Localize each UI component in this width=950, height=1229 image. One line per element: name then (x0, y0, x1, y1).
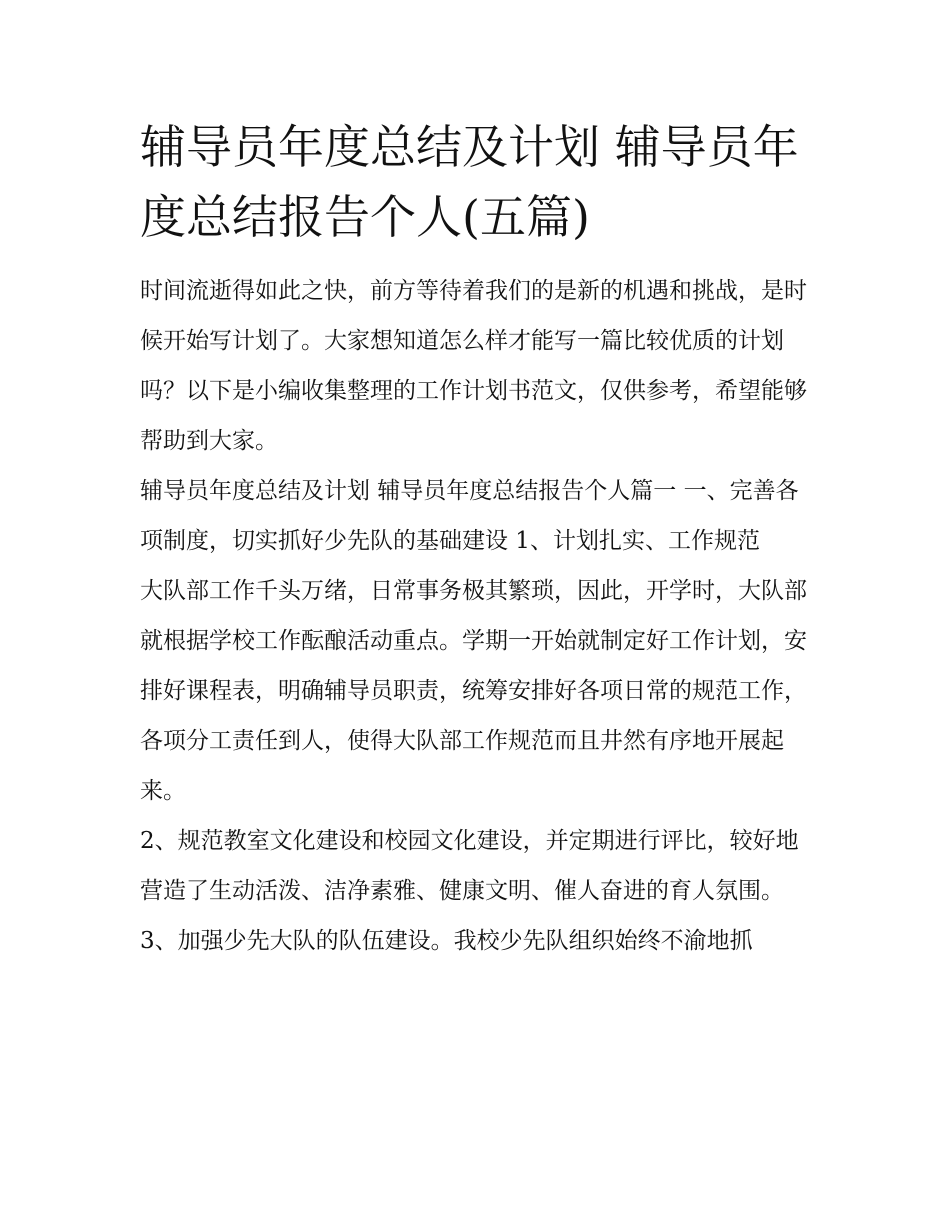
document-title: 辅导员年度总结及计划 辅导员年度总结报告个人(五篇) (140, 120, 799, 244)
paragraph-intro: 时间流逝得如此之快，前方等待着我们的是新的机遇和挑战，是时候开始写计划了。大家想知道怎么样才能写一篇比较优质的计划吗？以下是小编收集整理的工作计划书范文，仅供参考，希望能够帮助到大家。 (140, 278, 807, 454)
paragraph-section-one-heading: 辅导员年度总结及计划 辅导员年度总结报告个人篇一 一、完善各项制度，切实抓好少先队的基础建设 1、计划扎实、工作规范 (140, 478, 799, 554)
paragraph-work-planning: 大队部工作千头万绪，日常事务极其繁琐，因此，开学时，大队部就根据学校工作酝酿活动重点。学期一开始就制定好工作计划，安排好课程表，明确辅导员职责，统筹安排好各项日常的规范工作，各项分工责任到人，使得大队部工作规范而且井然有序地开展起来。 (140, 578, 807, 804)
paragraph-culture-building: 2、规范教室文化建设和校园文化建设，并定期进行评比，较好地营造了生动活泼、洁净素雅、健康文明、催人奋进的育人氛围。 (140, 828, 799, 904)
paragraph-team-building: 3、加强少先大队的队伍建设。我校少先队组织始终不渝地抓 (140, 928, 753, 954)
document-body (140, 112, 812, 966)
